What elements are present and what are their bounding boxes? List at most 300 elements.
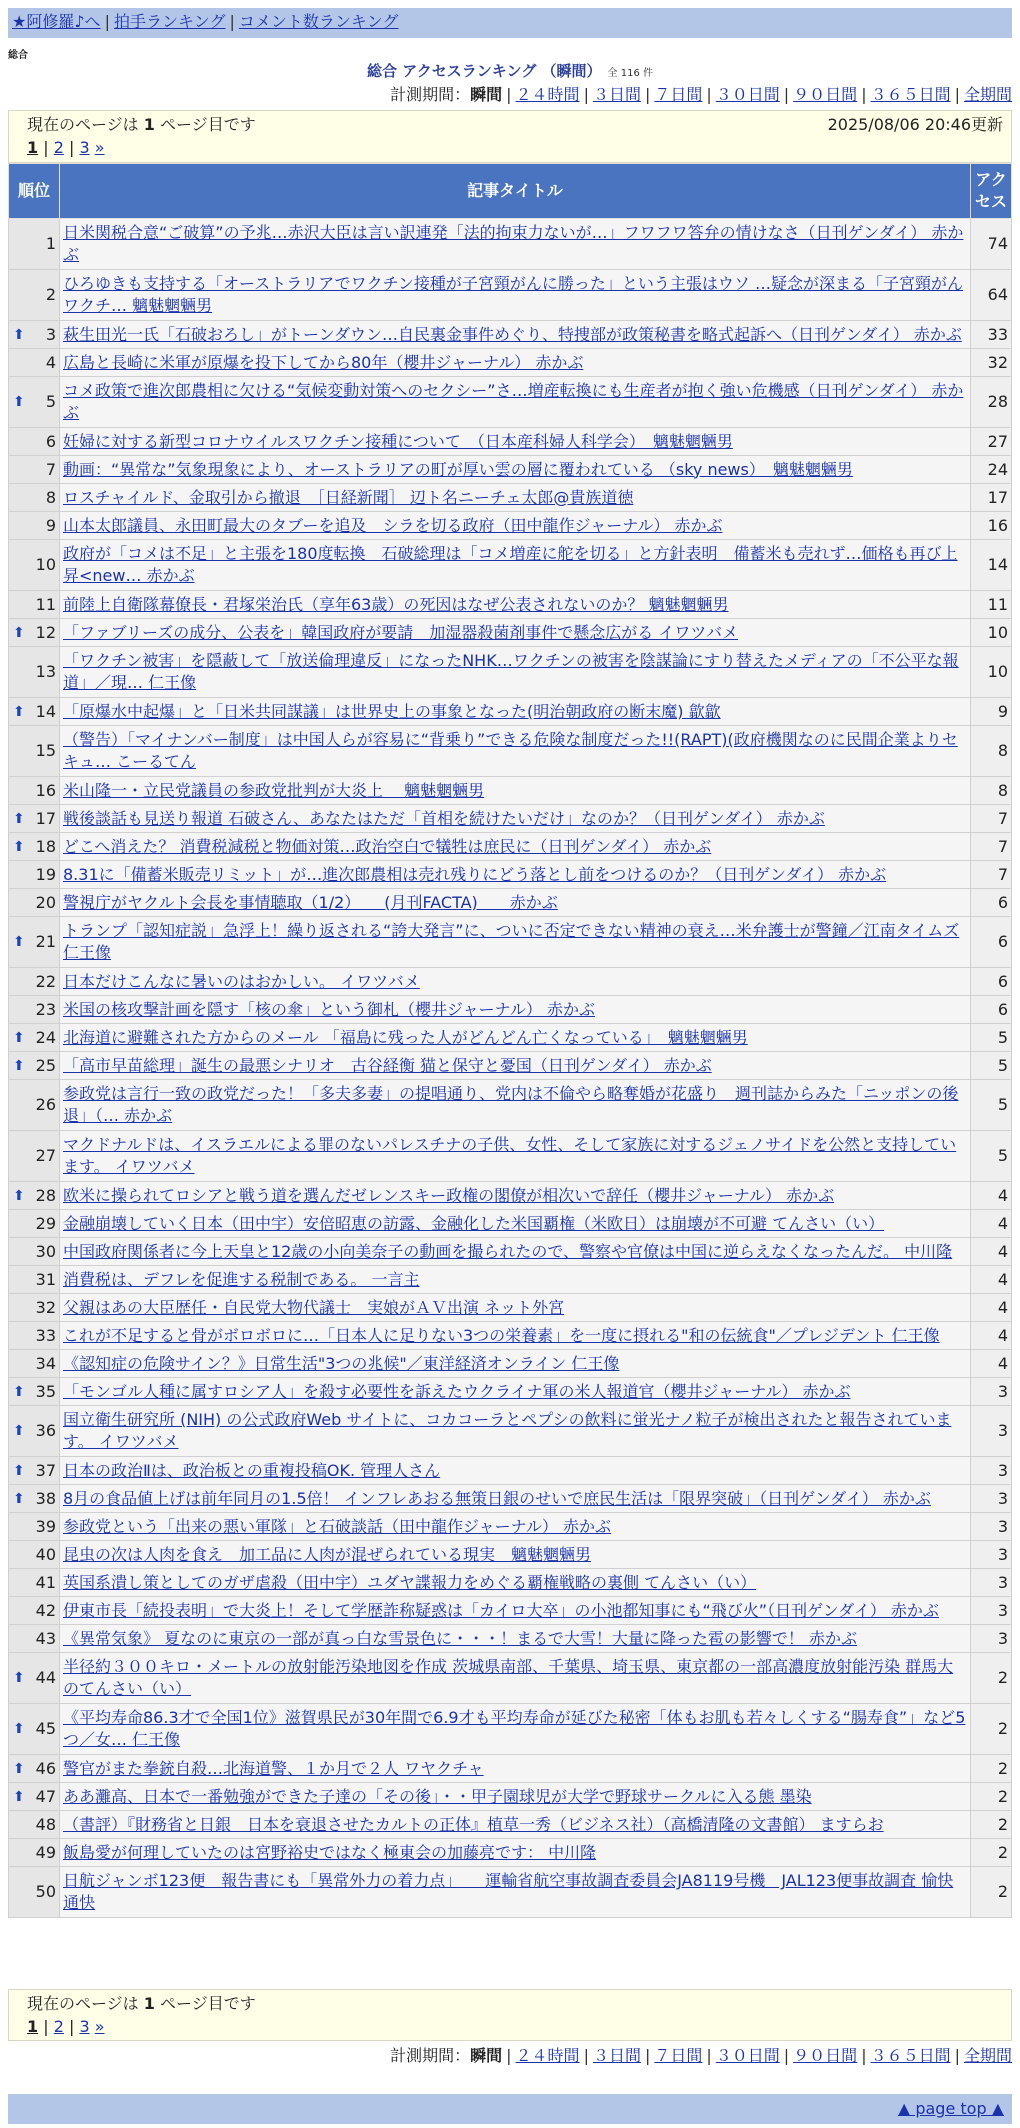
rank-number: 8 <box>45 487 56 507</box>
rank-up-arrow-icon: ⬆ <box>13 838 25 855</box>
title-cell <box>60 1238 971 1266</box>
rank-number: 21 <box>35 932 56 951</box>
access-count: 2 <box>971 1704 1012 1755</box>
table-row <box>9 1238 1012 1266</box>
rank-up-arrow-icon: ⬆ <box>13 1462 25 1479</box>
title-cell <box>60 428 971 456</box>
rank-up-arrow-icon: ⬆ <box>13 810 25 827</box>
period-link[interactable]: ３日間 <box>592 85 641 104</box>
access-count: 2 <box>971 1783 1012 1811</box>
article-link[interactable]: 「高市早苗総理」誕生の最悪シナリオ 古谷経衡 猫と保守と憂国（日刊ゲンダイ） 赤かぶ <box>63 1055 712 1075</box>
clap-ranking-link[interactable]: 拍手ランキング <box>113 12 226 31</box>
rank-number: 20 <box>35 892 56 912</box>
rank-number: 46 <box>35 1758 56 1778</box>
rank-number: 33 <box>35 1325 56 1345</box>
period-separator: | <box>644 85 651 104</box>
period-link[interactable]: ２４時間 <box>515 2046 580 2065</box>
table-row <box>9 591 1012 619</box>
article-link[interactable]: 昆虫の次は人肉を食え 加工品に人肉が混ぜられている現実 魑魅魍魎男 <box>63 1544 592 1564</box>
rank-cell <box>9 1755 60 1783</box>
title-cell <box>60 270 971 321</box>
article-link[interactable]: 消費税は、デフレを促進する税制である。 一言主 <box>63 1269 420 1289</box>
top-nav-bar <box>8 8 1012 38</box>
article-link[interactable]: 国立衛生研究所 (NIH) の公式政府Web サイトに、コカコーラとペプシの飲料に蛍光ナノ粒子が検出されたと報告されています。 イワツバメ <box>63 1410 952 1451</box>
access-count: 27 <box>971 428 1012 456</box>
table-row <box>9 996 1012 1024</box>
table-row <box>9 647 1012 698</box>
table-row <box>9 968 1012 996</box>
period-label: 計測期間： <box>390 2046 471 2065</box>
article-link[interactable]: コメ政策で進次郎農相に欠ける“気候変動対策へのセクシー”さ…増産転換にも生産者が抱く強い危機感（日刊ゲンダイ） 赤かぶ <box>63 381 964 422</box>
access-count: 4 <box>971 1238 1012 1266</box>
article-link[interactable]: 《平均寿命86.3才で全国1位》滋賀県民が30年間で6.9才も平均寿命が延びた秘密「体もお肌も若々しくする“腸寿食”」など5つ／女… 仁王像 <box>63 1708 966 1749</box>
access-count: 2 <box>971 1839 1012 1867</box>
rank-number: 17 <box>35 808 56 828</box>
access-count: 64 <box>971 270 1012 321</box>
article-link[interactable]: ああ灘高、日本で一番勉強ができた子達の「その後」・・甲子園球児が大学で野球サークルに入る態 墨染 <box>63 1786 812 1806</box>
table-row <box>9 456 1012 484</box>
home-link[interactable]: ★阿修羅♪へ <box>12 12 101 31</box>
access-count: 3 <box>971 1406 1012 1457</box>
title-cell <box>60 1182 971 1210</box>
page-link: 1 <box>27 2017 39 2036</box>
rank-cell <box>9 1541 60 1569</box>
article-link[interactable]: （書評）『財務省と日銀 日本を衰退させたカルトの正体』植草一秀（ビジネス社）（高橋清隆の文書館） ますらお <box>63 1814 884 1834</box>
access-count: 4 <box>971 1210 1012 1238</box>
table-row <box>9 1266 1012 1294</box>
period-link[interactable]: ２４時間 <box>515 85 580 104</box>
article-link[interactable]: 警視庁がヤクルト会長を事情聴取（1/2） (月刊FACTA) 赤かぶ <box>63 892 558 912</box>
table-row <box>9 1513 1012 1541</box>
title-cell <box>60 726 971 777</box>
access-count: 5 <box>971 1024 1012 1052</box>
period-separator: | <box>706 85 712 104</box>
period-link[interactable]: ３６５日間 <box>870 2046 951 2065</box>
table-row <box>9 540 1012 591</box>
pager-separator: | <box>63 2017 80 2036</box>
rank-cell <box>9 428 60 456</box>
table-row <box>9 805 1012 833</box>
period-separator: | <box>583 85 589 104</box>
nav-separator: | <box>104 12 110 31</box>
article-link[interactable]: 妊婦に対する新型コロナウイルスワクチン接種について （日本産科婦人科学会） 魑魅魍魎男 <box>63 431 733 451</box>
period-link[interactable]: ９０日間 <box>793 2046 858 2065</box>
article-link[interactable]: 飯島愛が何理していたのは宮野裕史ではなく極東会の加藤亮です： 中川隆 <box>63 1842 597 1862</box>
article-link[interactable]: 8月の食品値上げは前年同月の1.5倍！ インフレあおる無策日銀のせいで庶民生活は「限界突破」（日刊ゲンダイ） 赤かぶ <box>63 1488 931 1508</box>
page-link[interactable]: 2 <box>53 138 64 157</box>
period-link[interactable]: ３０日間 <box>715 85 780 104</box>
table-row <box>9 1625 1012 1653</box>
period-link[interactable]: ７日間 <box>654 2046 703 2065</box>
period-link[interactable]: ９０日間 <box>793 85 858 104</box>
article-link[interactable]: 山本太郎議員、永田町最大のタブーを追及 シラを切る政府（田中龍作ジャーナル） 赤かぶ <box>63 515 723 535</box>
page-link[interactable]: 2 <box>53 2017 64 2036</box>
rank-cell <box>9 349 60 377</box>
rank-number: 32 <box>35 1297 56 1317</box>
rank-number: 47 <box>35 1786 56 1806</box>
rank-number: 31 <box>35 1269 56 1289</box>
table-row <box>9 349 1012 377</box>
article-link[interactable]: 警官がまた拳銃自殺…北海道警、１か月で２人 ワヤクチャ <box>63 1758 484 1778</box>
period-link[interactable]: ３０日間 <box>715 2046 780 2065</box>
article-link[interactable]: 8.31に「備蓄米販売リミット」が…進次郎農相は売れ残りにどう落とし前をつけるのか？（日刊ゲンダイ） 赤かぶ <box>63 864 887 884</box>
article-link[interactable]: 広島と長崎に米軍が原爆を投下してから80年（櫻井ジャーナル） 赤かぶ <box>63 352 584 372</box>
access-count: 2 <box>971 1811 1012 1839</box>
period-selector-top <box>390 84 1012 106</box>
rank-cell <box>9 647 60 698</box>
table-row <box>9 889 1012 917</box>
rank-cell <box>9 1597 60 1625</box>
page-prefix: 現在のページは <box>27 115 139 134</box>
rank-number: 34 <box>35 1353 56 1373</box>
period-separator: | <box>861 85 867 104</box>
period-separator: | <box>506 85 512 104</box>
rank-number: 40 <box>35 1544 56 1564</box>
access-count: 5 <box>971 1080 1012 1131</box>
rank-number: 1 <box>45 234 56 253</box>
access-count: 4 <box>971 1182 1012 1210</box>
access-count: 17 <box>971 484 1012 512</box>
article-link[interactable]: どこへ消えた？ 消費税減税と物価対策…政治空白で犠牲は庶民に（日刊ゲンダイ） 赤かぶ <box>63 836 712 856</box>
rank-number: 7 <box>45 459 56 479</box>
access-count: 32 <box>971 349 1012 377</box>
article-link[interactable]: 中国政府関係者に今上天皇と12歳の小向美奈子の動画を撮られたので、警察や官僚は中国に逆らえなくなったんだ。 中川隆 <box>63 1241 953 1261</box>
article-link[interactable]: 「ファブリーズの成分、公表を」韓国政府が要請 加湿器殺菌剤事件で懸念広がる イワツバメ <box>63 622 739 642</box>
article-link[interactable]: 父親はあの大臣歴任・自民党大物代議士 実娘がＡＶ出演 ネット外宮 <box>63 1297 565 1317</box>
table-row <box>9 1457 1012 1485</box>
rank-cell <box>9 968 60 996</box>
period-separator: | <box>583 2046 589 2065</box>
title-cell <box>60 1653 971 1704</box>
table-row <box>9 726 1012 777</box>
rank-number: 13 <box>35 662 56 681</box>
rank-number: 50 <box>35 1882 56 1901</box>
article-link[interactable]: 金融崩壊していく日本（田中宇）安倍昭恵の訪露、金融化した米国覇権（米欧日）は崩壊が不可避 てんさい（い） <box>63 1213 885 1233</box>
article-link[interactable]: 米国の核攻撃計画を隠す「核の傘」という御札（櫻井ジャーナル） 赤かぶ <box>63 999 595 1019</box>
article-link[interactable]: 動画：“異常な”気象現象により、オーストラリアの町が厚い雲の層に覆われている （sky news） 魑魅魍魎男 <box>63 459 853 479</box>
page-link: 1 <box>27 138 39 157</box>
access-count: 3 <box>971 1513 1012 1541</box>
article-link[interactable]: トランプ「認知症説」急浮上！繰り返される“誇大発言”に、ついに否定できない精神の衰え…米弁護士が警鐘／江南タイムズ 仁王像 <box>63 921 960 962</box>
article-link[interactable]: これが不足すると骨がボロボロに…「日本人に足りない3つの栄養素」を一度に摂れる"和の伝統食"／プレジデント 仁王像 <box>63 1325 940 1345</box>
access-count: 16 <box>971 512 1012 540</box>
period-current: 瞬間 <box>470 2046 503 2065</box>
access-count: 9 <box>971 698 1012 726</box>
access-count: 3 <box>971 1569 1012 1597</box>
article-link[interactable]: 欧米に操られてロシアと戦う道を選んだゼレンスキー政権の閣僚が相次いで辞任（櫻井ジャーナル） 赤かぶ <box>63 1185 835 1205</box>
article-link[interactable]: 「原爆水中起爆」と「日米共同謀議」は世界史上の事象となった(明治朝政府の断末魔) 歙歙 <box>63 701 721 721</box>
article-link[interactable]: 政府が「コメは不足」と主張を180度転換 石破総理は「コメ増産に舵を切る」と方針表明 備蓄米も売れず…価格も再び上昇<new… 赤かぶ <box>63 544 958 585</box>
article-link[interactable]: 萩生田光一氏「石破おろし」がトーンダウン…自民裏金事件めぐり、特捜部が政策秘書を略式起訴へ（日刊ゲンダイ） 赤かぶ <box>63 324 962 344</box>
title-cell <box>60 1406 971 1457</box>
page-prefix: 現在のページは <box>27 1994 139 2013</box>
rank-number: 48 <box>35 1814 56 1834</box>
next-page-link[interactable]: » <box>94 2017 105 2036</box>
table-row <box>9 321 1012 349</box>
rank-cell <box>9 1350 60 1378</box>
rank-number: 42 <box>35 1600 56 1620</box>
title-cell <box>60 1811 971 1839</box>
title-cell <box>60 512 971 540</box>
rank-number: 25 <box>35 1055 56 1075</box>
rank-up-arrow-icon: ⬆ <box>13 1760 25 1777</box>
rank-cell <box>9 456 60 484</box>
title-cell <box>60 833 971 861</box>
next-page-link[interactable]: » <box>94 138 105 157</box>
title-cell <box>60 1131 971 1182</box>
rank-cell <box>9 1238 60 1266</box>
period-current: 瞬間 <box>470 85 503 104</box>
title-cell <box>60 1541 971 1569</box>
table-row <box>9 1378 1012 1406</box>
access-count: 24 <box>971 456 1012 484</box>
period-separator: | <box>506 2046 512 2065</box>
rank-cell <box>9 321 60 349</box>
table-row <box>9 1131 1012 1182</box>
article-link[interactable]: 北海道に避難された方からのメール 「福島に残った人がどんどん亡くなっている」 魑魅魍魎男 <box>63 1027 748 1047</box>
rank-cell <box>9 917 60 968</box>
table-row <box>9 219 1012 270</box>
period-label: 計測期間： <box>390 85 471 104</box>
access-count: 5 <box>971 1052 1012 1080</box>
pagination-top <box>27 136 993 160</box>
table-row <box>9 1839 1012 1867</box>
updated-timestamp: 2025/08/06 20:46更新 <box>827 115 1003 134</box>
rank-cell <box>9 777 60 805</box>
rank-number: 27 <box>35 1146 56 1165</box>
rank-cell <box>9 861 60 889</box>
table-row <box>9 1867 1012 1918</box>
rank-number: 2 <box>45 285 56 304</box>
period-link[interactable]: 全期間 <box>963 85 1012 104</box>
page-info-top <box>8 110 1012 163</box>
table-row <box>9 270 1012 321</box>
page-title <box>8 60 1012 81</box>
title-cell <box>60 1266 971 1294</box>
rank-up-arrow-icon: ⬆ <box>13 326 25 343</box>
page-suffix: ページ目です <box>160 115 256 134</box>
ranking-title: 総合 アクセスランキング （瞬間） <box>367 62 602 80</box>
title-cell <box>60 377 971 428</box>
period-separator: | <box>783 85 790 104</box>
current-page-number: 1 <box>143 1994 155 2013</box>
article-link[interactable]: 《認知症の危険サイン？》日常生活"3つの兆候"／東洋経済オンライン 仁王像 <box>63 1353 620 1373</box>
page-link[interactable]: 3 <box>79 2017 90 2036</box>
rank-number: 39 <box>35 1516 56 1536</box>
rank-cell <box>9 1704 60 1755</box>
table-row <box>9 1811 1012 1839</box>
rank-cell <box>9 1182 60 1210</box>
rank-cell <box>9 1839 60 1867</box>
current-page-number: 1 <box>143 115 155 134</box>
access-count: 3 <box>971 1457 1012 1485</box>
article-link[interactable]: 参政党という「出来の悪い軍隊」と石破談話（田中龍作ジャーナル） 赤かぶ <box>63 1516 611 1536</box>
page-top-link[interactable]: ▲ page top ▲ <box>897 2099 1004 2118</box>
rank-up-arrow-icon: ⬆ <box>13 1057 25 1074</box>
rank-number: 30 <box>35 1241 56 1261</box>
article-link[interactable]: 英国系潰し策としてのガザ虐殺（田中宇）ユダヤ諜報力をめぐる覇権戦略の裏側 てんさい（い） <box>63 1572 757 1592</box>
rank-number: 35 <box>35 1381 56 1401</box>
rank-cell <box>9 1783 60 1811</box>
title-cell <box>60 917 971 968</box>
access-count: 4 <box>971 1322 1012 1350</box>
rank-number: 12 <box>35 622 56 642</box>
article-link[interactable]: 「モンゴル人種に属すロシア人」を殺す必要性を訴えたウクライナ軍の米人報道官（櫻井ジャーナル） 赤かぶ <box>63 1381 851 1401</box>
access-count: 7 <box>971 833 1012 861</box>
rank-cell <box>9 1569 60 1597</box>
comment-ranking-link[interactable]: コメント数ランキング <box>238 12 399 31</box>
rank-cell <box>9 1294 60 1322</box>
rank-number: 28 <box>35 1185 56 1205</box>
rank-number: 43 <box>35 1628 56 1648</box>
rank-cell <box>9 1457 60 1485</box>
access-count: 3 <box>971 1597 1012 1625</box>
period-link[interactable]: ３６５日間 <box>870 85 951 104</box>
access-count: 10 <box>971 647 1012 698</box>
access-count: 6 <box>971 996 1012 1024</box>
rank-up-arrow-icon: ⬆ <box>13 1670 25 1686</box>
page-link[interactable]: 3 <box>79 138 90 157</box>
period-separator: | <box>861 2046 867 2065</box>
article-link[interactable]: （警告）「マイナンバー制度」は中国人らが容易に“背乗り”できる危険な制度だった!!(RAPT)(政府機関なのに民間企業よりセキュ… こーるてん <box>63 730 958 771</box>
table-row <box>9 1569 1012 1597</box>
access-count: 2 <box>971 1653 1012 1704</box>
rank-number: 23 <box>35 999 56 1019</box>
title-cell <box>60 1625 971 1653</box>
rank-up-arrow-icon: ⬆ <box>13 394 25 410</box>
access-count: 3 <box>971 1625 1012 1653</box>
rank-cell <box>9 1024 60 1052</box>
article-link[interactable]: 米山隆一・立民党議員の参政党批判が大炎上 魑魅魍魎男 <box>63 780 485 800</box>
title-cell <box>60 619 971 647</box>
article-link[interactable]: 参政党は言行一致の政党だった！「多夫多妻」の提唱通り、党内は不倫やら略奪婚が花盛り 週刊誌からみた「ニッポンの後退」（… 赤かぶ <box>63 1084 959 1125</box>
article-link[interactable]: 日米関税合意“ご破算”の予兆…赤沢大臣は言い訳連発「法的拘束力ないが…」フワフワ答弁の情けなさ（日刊ゲンダイ） 赤かぶ <box>63 223 964 264</box>
table-row <box>9 428 1012 456</box>
access-count: 7 <box>971 861 1012 889</box>
access-count: 6 <box>971 889 1012 917</box>
article-link[interactable]: 《異常気象》 夏なのに東京の一部が真っ白な雪景色に・・・！まるで大雪！大量に降った雹の影響で！ 赤かぶ <box>63 1628 858 1648</box>
rank-cell <box>9 889 60 917</box>
ranking-table <box>8 163 1012 1918</box>
rank-cell <box>9 805 60 833</box>
rank-number: 22 <box>35 971 56 991</box>
article-link[interactable]: 半径約３００キロ・メートルの放射能汚染地図を作成 茨城県南部、千葉県、埼玉県、東京都の一部高濃度放射能汚染 群馬大のてんさい（い） <box>63 1657 954 1698</box>
title-cell <box>60 1485 971 1513</box>
title-cell <box>60 1024 971 1052</box>
rank-number: 10 <box>35 555 56 574</box>
access-count: 8 <box>971 726 1012 777</box>
access-count: 3 <box>971 1541 1012 1569</box>
col-header-title: 記事タイトル <box>60 164 971 219</box>
table-row <box>9 1350 1012 1378</box>
access-count: 3 <box>971 1485 1012 1513</box>
table-row <box>9 1080 1012 1131</box>
category-label: 総合 <box>8 50 28 61</box>
article-link[interactable]: 伊東市長「続投表明」で大炎上！そして学歴詐称疑惑は「カイロ大卒」の小池都知事にも“飛び火”（日刊ゲンダイ） 赤かぶ <box>63 1600 939 1620</box>
rank-up-arrow-icon: ⬆ <box>13 1721 25 1737</box>
col-header-access: アクセス <box>971 164 1012 219</box>
rank-cell <box>9 1867 60 1918</box>
access-count: 8 <box>971 777 1012 805</box>
rank-number: 4 <box>45 352 56 372</box>
period-separator: | <box>644 2046 651 2065</box>
title-cell <box>60 1350 971 1378</box>
table-row <box>9 1052 1012 1080</box>
title-cell <box>60 1513 971 1541</box>
article-link[interactable]: 日本だけこんなに暑いのはおかしい。 イワツバメ <box>63 971 420 991</box>
title-cell <box>60 996 971 1024</box>
rank-cell <box>9 1266 60 1294</box>
table-row <box>9 512 1012 540</box>
rank-up-arrow-icon: ⬆ <box>13 934 25 950</box>
article-link[interactable]: 戦後談話も見送り報道 石破さん、あなたはただ「首相を続けたいだけ」なのか？（日刊ゲンダイ） 赤かぶ <box>63 808 825 828</box>
article-link[interactable]: ひろゆきも支持する「オーストラリアでワクチン接種が子宮頸がんに勝った」という主張はウソ …疑念が深まる「子宮頸がんワクチ… 魑魅魍魎男 <box>63 274 963 315</box>
table-row <box>9 1653 1012 1704</box>
rank-cell <box>9 270 60 321</box>
period-link[interactable]: ７日間 <box>654 85 703 104</box>
title-cell <box>60 540 971 591</box>
article-link[interactable]: 「ワクチン被害」を隠蔽して「放送倫理違反」になったNHK…ワクチンの被害を陰謀論にすり替えたメディアの「不公平な報道」／現… 仁王像 <box>63 651 959 692</box>
article-link[interactable]: マクドナルドは、イスラエルによる罪のないパレスチナの子供、女性、そして家族に対するジェノサイドを公然と支持しています。 イワツバメ <box>63 1135 957 1176</box>
title-cell <box>60 968 971 996</box>
period-link[interactable]: ３日間 <box>592 2046 641 2065</box>
access-count: 33 <box>971 321 1012 349</box>
table-row <box>9 833 1012 861</box>
rank-number: 36 <box>35 1421 56 1440</box>
title-cell <box>60 647 971 698</box>
rank-cell <box>9 512 60 540</box>
access-count: 14 <box>971 540 1012 591</box>
article-link[interactable]: 日航ジャンボ123便 報告書にも「異常外力の着力点」 運輸省航空事故調査委員会JA8119号機 JAL123便事故調査 愉快通快 <box>63 1871 954 1912</box>
rank-cell <box>9 619 60 647</box>
table-row <box>9 1210 1012 1238</box>
table-row <box>9 1704 1012 1755</box>
title-cell <box>60 861 971 889</box>
article-link[interactable]: ロスチャイルド、金取引から撤退 ［日経新聞］ 辺ト名ニーチェ太郎@貴族道徳 <box>63 487 634 507</box>
period-selector-bottom <box>390 2045 1012 2067</box>
title-cell <box>60 1210 971 1238</box>
table-row <box>9 861 1012 889</box>
title-cell <box>60 1569 971 1597</box>
rank-cell <box>9 1210 60 1238</box>
period-link[interactable]: 全期間 <box>963 2046 1012 2065</box>
rank-number: 5 <box>45 392 56 411</box>
rank-number: 44 <box>35 1668 56 1687</box>
access-count: 28 <box>971 377 1012 428</box>
rank-number: 26 <box>35 1095 56 1114</box>
rank-number: 49 <box>35 1842 56 1862</box>
table-row <box>9 1755 1012 1783</box>
title-cell <box>60 456 971 484</box>
article-link[interactable]: 日本の政治Ⅱは、政治板との重複投稿OK. 管理人さん <box>63 1460 441 1480</box>
title-cell <box>60 1294 971 1322</box>
col-header-rank: 順位 <box>9 164 60 219</box>
access-count: 11 <box>971 591 1012 619</box>
table-row <box>9 484 1012 512</box>
rank-cell <box>9 1080 60 1131</box>
total-count: 全 116 件 <box>607 68 653 79</box>
rank-cell <box>9 1378 60 1406</box>
title-cell <box>60 1080 971 1131</box>
table-row <box>9 917 1012 968</box>
title-cell <box>60 1839 971 1867</box>
title-cell <box>60 1457 971 1485</box>
article-link[interactable]: 前陸上自衛隊幕僚長・君塚栄治氏（享年63歳）の死因はなぜ公表されないのか？ 魑魅魍魎男 <box>63 594 729 614</box>
rank-up-arrow-icon: ⬆ <box>13 1187 25 1204</box>
rank-number: 41 <box>35 1572 56 1592</box>
rank-cell <box>9 540 60 591</box>
access-count: 74 <box>971 219 1012 270</box>
